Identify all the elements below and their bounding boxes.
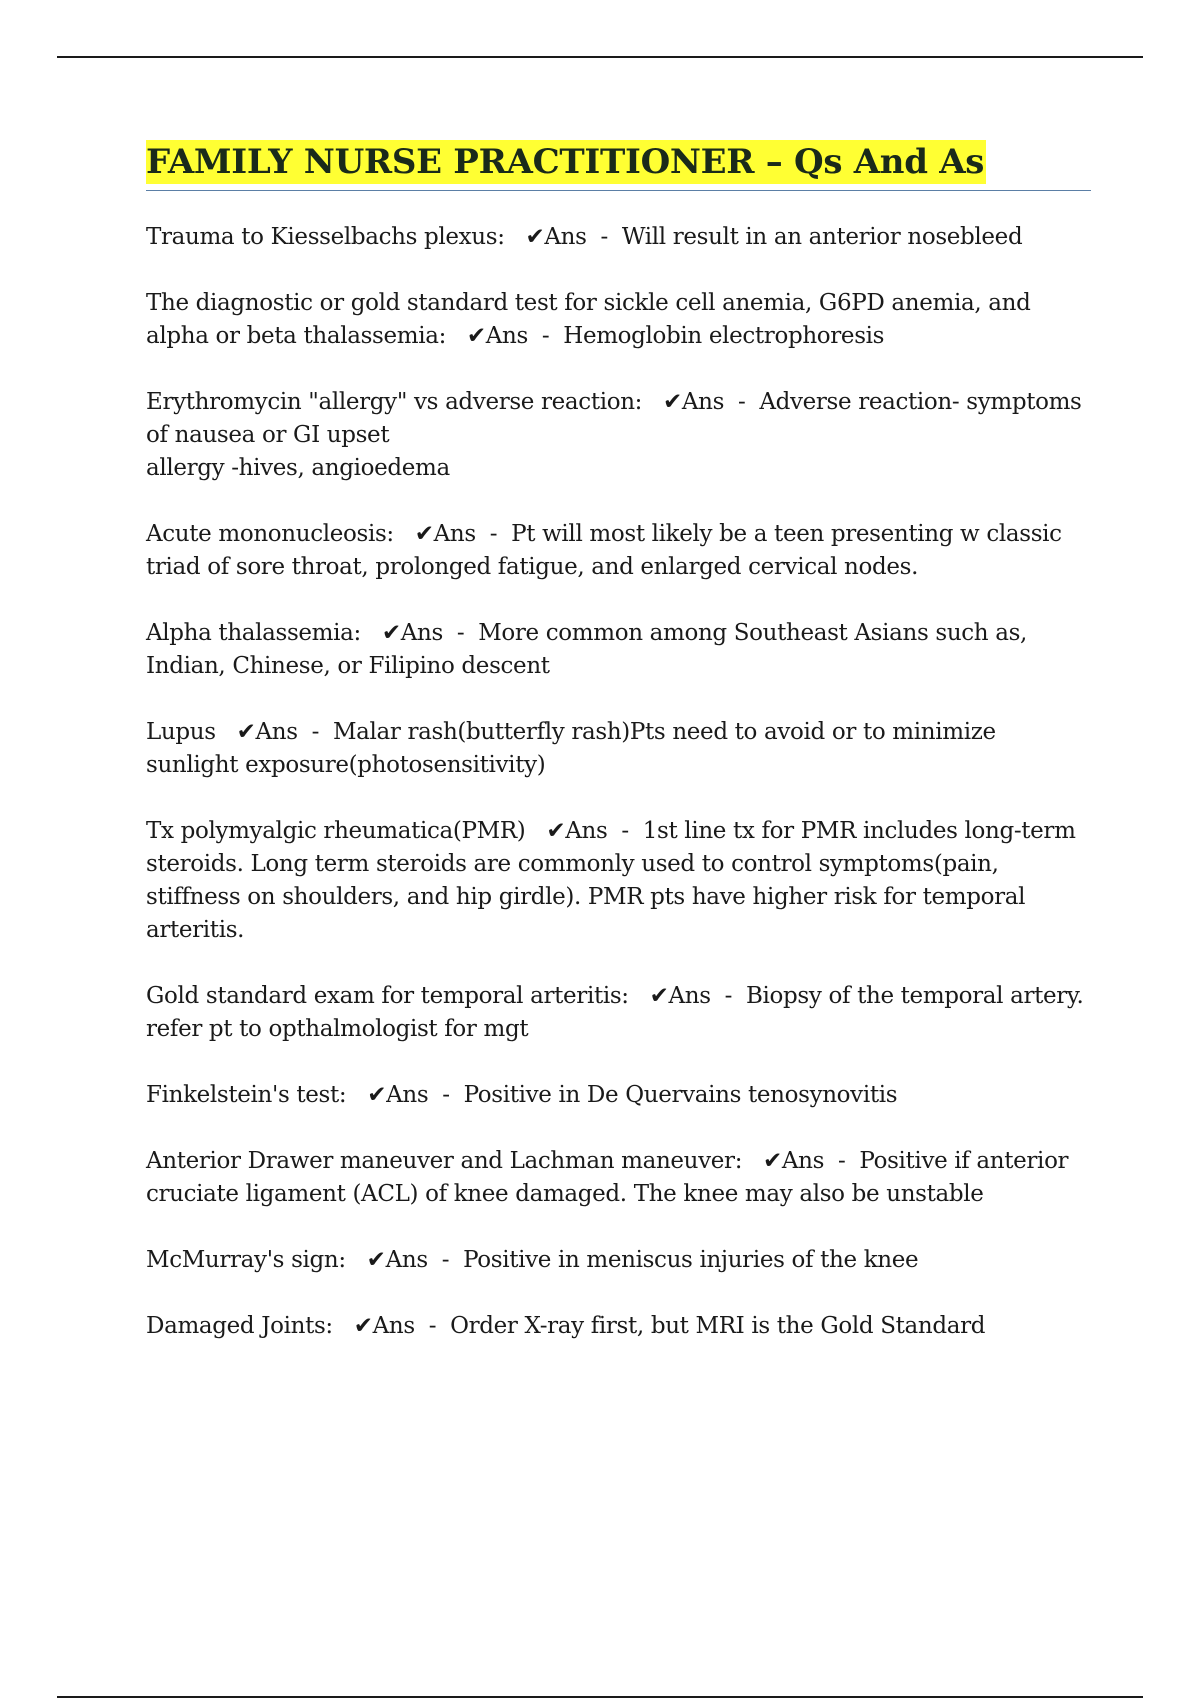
answer-marker: ✔Ans [662, 389, 725, 415]
header-rule [57, 56, 1143, 58]
qa-item: The diagnostic or gold standard test for sickle cell anemia, G6PD anemia, and alpha or beta thalassemia: ✔Ans - Hemoglobin electrophoresis [146, 290, 1031, 349]
question-text: Lupus [146, 719, 216, 745]
question-text: Erythromycin "allergy" vs adverse reaction: [146, 389, 643, 415]
qa-item: Erythromycin "allergy" vs adverse reaction: ✔Ans - Adverse reaction- symptoms of nausea or GI upset allergy -hives, angioedema [146, 389, 1082, 481]
qa-item: Gold standard exam for temporal arteritis: ✔Ans - Biopsy of the temporal artery. refer pt to opthalmologist for mgt [146, 983, 1084, 1042]
answer-marker: ✔Ans [546, 818, 608, 844]
answer-marker: ✔Ans [525, 224, 587, 250]
answer-marker: ✔Ans [649, 983, 711, 1009]
qa-item: Anterior Drawer maneuver and Lachman maneuver: ✔Ans - Positive if anterior cruciate ligament (ACL) of knee damaged. The knee may also be unstable [146, 1148, 1069, 1207]
answer-text: Positive if anterior cruciate ligament (ACL) of knee damaged. The knee may also be unstable [146, 1148, 1069, 1207]
answer-text: Malar rash(butterfly rash)Pts need to avoid or to minimize sunlight exposure(photosensitivity) [146, 719, 996, 778]
qa-item: Damaged Joints: ✔Ans - Order X-ray first, but MRI is the Gold Standard [146, 1313, 986, 1339]
question-text: Damaged Joints: [146, 1313, 333, 1339]
answer-text: Biopsy of the temporal artery. refer pt to opthalmologist for mgt [146, 983, 1084, 1042]
answer-marker: ✔Ans [367, 1082, 429, 1108]
answer-marker: ✔Ans [466, 323, 528, 349]
answer-text: Will result in an anterior nosebleed [621, 224, 1023, 250]
answer-text: Positive in meniscus injuries of the knee [463, 1247, 919, 1273]
qa-list [146, 221, 1091, 1343]
question-text: The diagnostic or gold standard test for sickle cell anemia, G6PD anemia, and alpha or beta thalassemia: [146, 290, 1031, 349]
qa-item: Acute mononucleosis: ✔Ans - Pt will most likely be a teen presenting w classic triad of sore throat, prolonged fatigue, and enlarged cervical nodes. [146, 521, 1062, 580]
answer-marker: ✔Ans [366, 1247, 428, 1273]
answer-text: Positive in De Quervains tenosynovitis [463, 1082, 898, 1108]
question-text: Acute mononucleosis: [146, 521, 394, 547]
answer-marker: ✔Ans [414, 521, 476, 547]
question-text: Trauma to Kiesselbachs plexus: [146, 224, 505, 250]
answer-text: Order X-ray first, but MRI is the Gold Standard [450, 1313, 986, 1339]
document-title: FAMILY NURSE PRACTITIONER – Qs And As [146, 142, 985, 182]
qa-item: Finkelstein's test: ✔Ans - Positive in De Quervains tenosynovitis [146, 1082, 898, 1108]
answer-text: More common among Southeast Asians such as, Indian, Chinese, or Filipino descent [146, 620, 1028, 679]
question-text: Alpha thalassemia: [146, 620, 361, 646]
qa-item: Alpha thalassemia: ✔Ans - More common among Southeast Asians such as, Indian, Chinese, or Filipino descent [146, 620, 1028, 679]
question-text: Gold standard exam for temporal arteritis: [146, 983, 629, 1009]
question-text: Tx polymyalgic rheumatica(PMR) [146, 818, 526, 844]
qa-item: Tx polymyalgic rheumatica(PMR) ✔Ans - 1st line tx for PMR includes long-term steroids. Long term steroids are commonly used to control symptoms(pain, stiffness on shoulders, and hip girdle). PMR pts have higher risk for temporal arteritis. [146, 818, 1076, 943]
answer-text: Adverse reaction- symptoms of nausea or GI upset allergy -hives, angioedema [146, 389, 1082, 481]
question-text: Finkelstein's test: [146, 1082, 347, 1108]
answer-text: 1st line tx for PMR includes long-term steroids. Long term steroids are commonly used to control symptoms(pain, stiffness on shoulders, and hip girdle). PMR pts have higher risk for temporal arteritis. [146, 818, 1076, 943]
qa-item: Trauma to Kiesselbachs plexus: ✔Ans - Will result in an anterior nosebleed [146, 224, 1023, 250]
answer-marker: ✔Ans [236, 719, 298, 745]
footer-rule [57, 1696, 1143, 1698]
question-text: McMurray's sign: [146, 1247, 346, 1273]
answer-marker: ✔Ans [763, 1148, 825, 1174]
answer-text: Hemoglobin electrophoresis [563, 323, 885, 349]
answer-marker: ✔Ans [381, 620, 443, 646]
qa-item: McMurray's sign: ✔Ans - Positive in meniscus injuries of the knee [146, 1247, 919, 1273]
document-body [146, 140, 1091, 1376]
question-text: Anterior Drawer maneuver and Lachman maneuver: [146, 1148, 743, 1174]
answer-text: Pt will most likely be a teen presenting w classic triad of sore throat, prolonged fatigue, and enlarged cervical nodes. [146, 521, 1062, 580]
answer-marker: ✔Ans [353, 1313, 415, 1339]
title-block [146, 140, 1091, 191]
qa-item: Lupus ✔Ans - Malar rash(butterfly rash)Pts need to avoid or to minimize sunlight exposure(photosensitivity) [146, 719, 996, 778]
